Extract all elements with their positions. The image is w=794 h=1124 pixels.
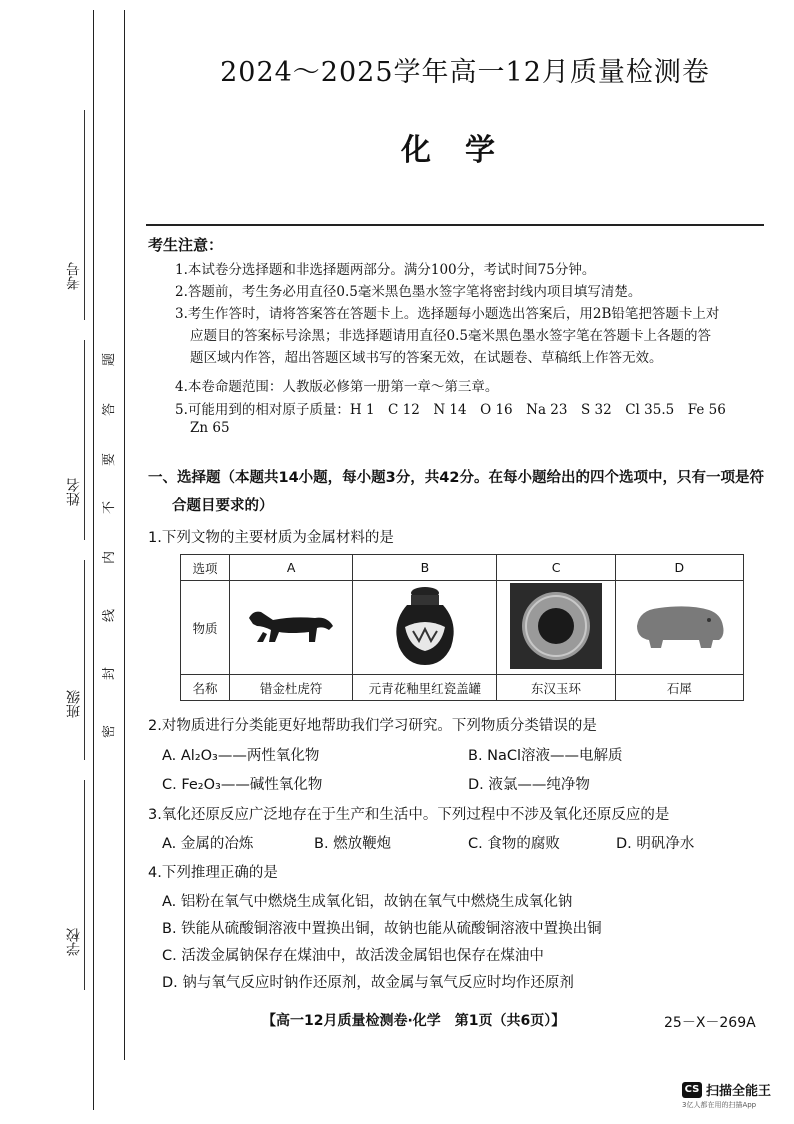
notice-line-6: 4.本卷命题范围：人教版必修第一册第一章～第三章。	[175, 379, 499, 395]
notice-line-1: 1.本试卷分选择题和非选择题两部分。满分100分，考试时间75分钟。	[175, 262, 596, 278]
scanner-watermark	[682, 1080, 771, 1099]
notice-line-7: 5.可能用到的相对原子质量：H 1 C 12 N 14 O 16 Na 23 S 32 Cl 35.5 Fe 56	[175, 402, 726, 418]
table-head-option: 选项	[181, 555, 230, 581]
seal-char-7: 答	[102, 402, 118, 417]
q3-option-a: A. 金属的冶炼	[162, 836, 254, 852]
blank-class	[84, 560, 85, 760]
seal-char-4: 内	[102, 550, 118, 565]
label-name: 姓名	[66, 478, 82, 506]
q2-option-d: D. 液氯——纯净物	[468, 777, 590, 793]
seal-char-8: 题	[102, 352, 118, 367]
seal-char-6: 要	[102, 452, 118, 467]
table-name-b: 元青花釉里红瓷盖罐	[353, 675, 497, 701]
page-footer: 【高一12月质量检测卷·化学 第1页（共6页）】	[262, 1013, 566, 1029]
q3-option-b: B. 燃放鞭炮	[314, 836, 392, 852]
seal-char-3: 线	[102, 608, 118, 623]
image-jade-ring	[497, 581, 615, 675]
table-name-label: 名称	[181, 675, 230, 701]
seal-char-2: 封	[102, 666, 118, 681]
label-class: 班级	[66, 690, 82, 718]
q3-stem: 3.氧化还原反应广泛地存在于生产和生活中。下列过程中不涉及氧化还原反应的是	[148, 807, 670, 823]
q3-option-d: D. 明矾净水	[616, 836, 695, 852]
q4-option-d: D. 钠与氧气反应时钠作还原剂，故金属与氧气反应时均作还原剂	[162, 975, 574, 991]
page-title: 2024～2025学年高一12月质量检测卷	[220, 57, 710, 88]
table-name-c: 东汉玉环	[497, 675, 615, 701]
scanner-tagline: 3亿人都在用的扫描App	[682, 1101, 757, 1109]
q4-stem: 4.下列推理正确的是	[148, 865, 278, 881]
q2-option-a: A. Al₂O₃——两性氧化物	[162, 748, 320, 764]
section-heading-line-1: 一、选择题（本题共14小题，每小题3分，共42分。在每小题给出的四个选项中，只有一项是符	[148, 470, 764, 486]
q1-stem: 1.下列文物的主要材质为金属材料的是	[148, 530, 394, 546]
q4-option-b: B. 铁能从硫酸铜溶液中置换出铜，故钠也能从硫酸铜溶液中置换出铜	[162, 921, 602, 937]
image-stone-rhino	[615, 581, 743, 675]
seal-char-1: 密	[102, 724, 118, 739]
table-head-a: A	[230, 555, 353, 581]
blank-exam-number	[84, 110, 85, 320]
label-school: 学校	[66, 928, 82, 956]
label-exam-number: 考号	[66, 262, 82, 290]
seal-char-5: 不	[102, 500, 118, 515]
table-name-a: 错金杜虎符	[230, 675, 353, 701]
notice-line-4: 应题目的答案标号涂黑；非选择题请用直径0.5毫米黑色墨水签字笔在答题卡上各题的答	[190, 328, 711, 344]
notice-line-8: Zn 65	[190, 420, 230, 436]
table-row-label: 物质	[181, 581, 230, 675]
subject-title: 化学	[401, 133, 529, 168]
section-heading-line-2: 合题目要求的）	[172, 498, 274, 514]
notice-line-5: 题区域内作答，超出答题区域书写的答案无效，在试题卷、草稿纸上作答无效。	[190, 350, 663, 366]
table-head-b: B	[353, 555, 497, 581]
q2-option-c: C. Fe₂O₃——碱性氧化物	[162, 777, 323, 793]
image-tiger-tally	[230, 581, 353, 675]
q2-option-b: B. NaCl溶液——电解质	[468, 748, 623, 764]
image-porcelain-jar	[353, 581, 497, 675]
q1-table	[180, 554, 744, 701]
notice-line-3: 3.考生作答时，请将答案答在答题卡上。选择题每小题选出答案后，用2B铅笔把答题卡上对	[175, 306, 720, 322]
q4-option-c: C. 活泼金属钠保存在煤油中，故活泼金属铝也保存在煤油中	[162, 948, 544, 964]
blank-name	[84, 340, 85, 540]
paper-code: 25－X－269A	[664, 1015, 756, 1031]
blank-school	[84, 780, 85, 990]
notice-line-2: 2.答题前，考生务必用直径0.5毫米黑色墨水签字笔将密封线内项目填写清楚。	[175, 284, 642, 300]
binding-line-inner	[124, 10, 125, 1060]
q4-option-a: A. 铝粉在氧气中燃烧生成氧化铝，故钠在氧气中燃烧生成氧化钠	[162, 894, 573, 910]
scanner-logo-icon: CS	[682, 1082, 702, 1098]
scanner-name: 扫描全能王	[706, 1084, 772, 1099]
header-divider	[146, 224, 764, 226]
table-head-c: C	[497, 555, 615, 581]
q2-stem: 2.对物质进行分类能更好地帮助我们学习研究。下列物质分类错误的是	[148, 718, 597, 734]
table-name-d: 石犀	[615, 675, 743, 701]
q3-option-c: C. 食物的腐败	[468, 836, 560, 852]
binding-line-outer	[93, 10, 94, 1110]
table-head-d: D	[615, 555, 743, 581]
notice-title: 考生注意：	[148, 236, 224, 254]
